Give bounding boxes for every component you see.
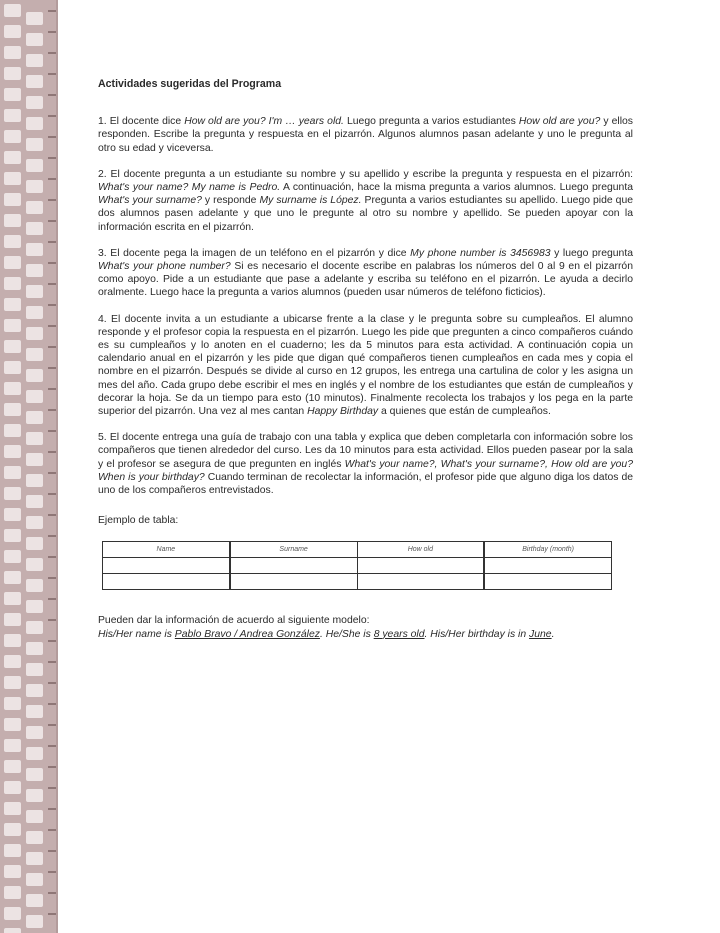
perforation-hole <box>4 718 21 731</box>
strip-tick <box>48 115 56 117</box>
perforation-hole <box>26 348 43 361</box>
perforation-hole <box>26 222 43 235</box>
strip-tick <box>48 766 56 768</box>
perforation-hole <box>26 579 43 592</box>
perforation-hole <box>26 96 43 109</box>
text-segment: y ellos responden. Escribe la pregunta y respuesta en el pizarrón. Algunos alumnos pasan adelante y uno le pregunta al otro su edad y viceversa. <box>98 116 633 154</box>
strip-tick <box>48 220 56 222</box>
perforation-hole <box>4 550 21 563</box>
perforation-hole <box>4 487 21 500</box>
perforation-hole <box>26 642 43 655</box>
strip-tick <box>48 577 56 579</box>
strip-tick <box>48 598 56 600</box>
table-row <box>103 574 612 590</box>
italic-text: Pablo Bravo / Andrea González <box>174 628 320 640</box>
italic-text: His/Her name is <box>98 628 175 640</box>
closing-model-sentence <box>98 628 633 641</box>
perforation-hole <box>26 180 43 193</box>
perforation-hole <box>4 403 21 416</box>
closing-section <box>98 614 633 640</box>
text-segment: Si es necesario el docente escribe en palabras los números del 0 al 9 en el pizarrón como apoyo. Pide a un estudiante que pase a adelante y escriba su teléfono en el pizarrón. Le ayuda a decirlo oralmente. Luego hace la pregunta a varios alumnos (pueden usar números de teléfono ficticios). <box>98 261 633 299</box>
perforation-hole <box>4 634 21 647</box>
italic-text: How old are you? <box>518 116 601 128</box>
table-row <box>103 558 612 574</box>
strip-tick <box>48 73 56 75</box>
strip-tick <box>48 556 56 558</box>
table-header-row <box>103 542 612 558</box>
perforation-hole <box>4 109 21 122</box>
perforation-hole <box>4 760 21 773</box>
strip-tick <box>48 388 56 390</box>
text-segment: Pregunta a varios estudiantes su apellido. Luego pide que dos alumnos pasen adelante y que uno le pregunte al otro su nombre y apellido. Se pueden apoyar con la información escrita en el pizarrón. <box>98 195 634 233</box>
perforation-hole <box>26 159 43 172</box>
perforation-hole <box>4 781 21 794</box>
strip-tick <box>48 451 56 453</box>
perforation-hole <box>26 537 43 550</box>
strip-tick <box>48 262 56 264</box>
italic-text: How old are you? I'm … years old. <box>184 116 344 128</box>
strip-tick <box>48 472 56 474</box>
perforation-hole <box>4 382 21 395</box>
strip-tick <box>48 619 56 621</box>
page-title: Actividades sugeridas del Programa <box>98 78 282 90</box>
perforation-hole <box>4 319 21 332</box>
strip-tick <box>48 535 56 537</box>
perforation-hole <box>4 340 21 353</box>
perforation-hole <box>4 676 21 689</box>
strip-tick <box>48 430 56 432</box>
activity-paragraph <box>98 115 633 155</box>
italic-text: . He/She is <box>319 628 374 640</box>
perforation-hole <box>26 54 43 67</box>
table-cell <box>230 574 357 590</box>
table-header-surname: Surname <box>230 542 357 558</box>
strip-tick <box>48 703 56 705</box>
perforation-hole <box>4 4 21 17</box>
perforation-hole <box>4 88 21 101</box>
perforation-hole <box>26 327 43 340</box>
perforation-hole <box>26 432 43 445</box>
strip-tick <box>48 682 56 684</box>
table-cell <box>484 574 611 590</box>
perforation-hole <box>26 894 43 907</box>
perforation-hole <box>4 823 21 836</box>
strip-tick <box>48 283 56 285</box>
activity-paragraph <box>98 431 633 497</box>
activity-paragraph <box>98 313 633 419</box>
strip-tick <box>48 52 56 54</box>
text-segment: Luego pregunta a varios estudiantes <box>343 116 519 128</box>
perforation-hole <box>4 907 21 920</box>
perforation-hole <box>26 453 43 466</box>
strip-tick <box>48 871 56 873</box>
perforation-hole <box>26 516 43 529</box>
perforation-hole <box>4 151 21 164</box>
perforation-hole <box>4 466 21 479</box>
text-segment: 2. El docente pregunta a un estudiante su nombre y su apellido y escribe la pregunta y respuesta en el pizarrón: <box>98 168 633 180</box>
perforation-hole <box>26 411 43 424</box>
italic-text: 8 years old <box>373 628 425 640</box>
perforation-hole <box>4 25 21 38</box>
text-segment: y luego pregunta <box>550 247 633 259</box>
strip-tick <box>48 199 56 201</box>
perforation-hole <box>26 663 43 676</box>
decorative-spiral-strip <box>0 0 58 933</box>
perforation-hole <box>26 600 43 613</box>
perforation-hole <box>4 445 21 458</box>
text-segment: y responde <box>201 195 260 207</box>
perforation-hole <box>4 571 21 584</box>
perforation-hole <box>4 802 21 815</box>
perforation-hole <box>26 12 43 25</box>
activity-paragraph <box>98 247 633 300</box>
perforation-pattern <box>0 0 56 933</box>
perforation-hole <box>26 726 43 739</box>
table-cell <box>357 558 484 574</box>
strip-tick <box>48 31 56 33</box>
activity-paragraph <box>98 168 633 234</box>
table-cell <box>103 558 230 574</box>
perforation-hole <box>4 865 21 878</box>
strip-tick <box>48 787 56 789</box>
text-segment: 5. El docente entrega una guía de trabajo con una tabla y explica que deben completarla con información sobre los compañeros que tienen alrededor del curso. Les da 10 minutos para esta actividad. Ellos pueden pasear por la sala y el profesor se asegura de que pregunten en inglés <box>98 432 633 470</box>
perforation-hole <box>26 243 43 256</box>
text-segment: 1. El docente dice <box>98 116 185 128</box>
closing-intro: Pueden dar la información de acuerdo al siguiente modelo: <box>98 615 370 627</box>
perforation-hole <box>26 621 43 634</box>
strip-tick <box>48 892 56 894</box>
perforation-hole <box>26 768 43 781</box>
perforation-hole <box>4 697 21 710</box>
activities-list <box>98 115 633 497</box>
table-cell <box>357 574 484 590</box>
text-segment: 4. El docente invita a un estudiante a ubicarse frente a la clase y le pregunta sobre su cumpleaños. El alumno responde y el profesor copia la respuesta en el pizarrón. Luego les pide que pregunten a cinco compañeros cuándo es su cumpleaños y lo anoten en el cuaderno; les da 5 minutos para esta actividad. A continuación copia un calendario anual en el pizarrón y les pide que digan qué compañeros tienen cumpleaños en cada mes y copia el nombre en el pizarrón. Después se divide al curso en 12 grupos, les entrega una cartulina de color y les asigna un mes del año. Cada grupo debe escribir el mes en inglés y el nombre de los estudiantes que están de cumpleaños y decorar la hoja. Se da un tiempo para esto (10 minutos). Finalmente recolecta los trabajos y los pega en la parte superior del pizarrón. Una vez al mes cantan <box>98 313 633 418</box>
strip-tick <box>48 157 56 159</box>
perforation-hole <box>4 172 21 185</box>
strip-tick <box>48 409 56 411</box>
perforation-hole <box>4 613 21 626</box>
strip-tick <box>48 745 56 747</box>
perforation-hole <box>26 747 43 760</box>
strip-tick <box>48 136 56 138</box>
table-cell <box>484 558 611 574</box>
italic-text: My surname is López. <box>259 195 362 207</box>
perforation-hole <box>26 369 43 382</box>
strip-tick <box>48 640 56 642</box>
perforation-hole <box>26 306 43 319</box>
perforation-hole <box>4 739 21 752</box>
perforation-hole <box>4 46 21 59</box>
perforation-hole <box>4 235 21 248</box>
strip-tick <box>48 661 56 663</box>
perforation-hole <box>4 67 21 80</box>
perforation-hole <box>26 75 43 88</box>
italic-text: . His/Her birthday is in <box>424 628 530 640</box>
strip-tick <box>48 367 56 369</box>
text-segment: 3. El docente pega la imagen de un teléfono en el pizarrón y dice <box>98 247 411 259</box>
italic-text: June <box>529 628 552 640</box>
perforation-hole <box>26 285 43 298</box>
perforation-hole <box>4 361 21 374</box>
perforation-hole <box>4 424 21 437</box>
strip-tick <box>48 10 56 12</box>
italic-text: What's your phone number? <box>98 261 231 273</box>
perforation-hole <box>4 193 21 206</box>
table-cell <box>230 558 357 574</box>
text-segment: Cuando terminan de recolectar la información, el profesor pide que alguno diga los datos de uno de los compañeros entrevistados. <box>98 471 634 497</box>
strip-tick <box>48 913 56 915</box>
perforation-hole <box>26 33 43 46</box>
perforation-hole <box>4 214 21 227</box>
text-segment: A continuación, hace la misma pregunta a varios alumnos. Luego pregunta <box>280 182 634 194</box>
perforation-hole <box>26 201 43 214</box>
text-segment: a quienes que están de cumpleaños. <box>378 406 551 418</box>
perforation-hole <box>26 390 43 403</box>
strip-tick <box>48 346 56 348</box>
perforation-hole <box>4 655 21 668</box>
perforation-hole <box>26 138 43 151</box>
perforation-hole <box>4 592 21 605</box>
perforation-hole <box>4 130 21 143</box>
table-header-birthday: Birthday (month) <box>484 542 611 558</box>
table-header-age: How old <box>357 542 484 558</box>
example-table <box>102 541 612 590</box>
strip-tick <box>48 178 56 180</box>
perforation-hole <box>26 684 43 697</box>
example-label: Ejemplo de tabla: <box>98 515 179 527</box>
perforation-hole <box>26 474 43 487</box>
strip-tick <box>48 325 56 327</box>
perforation-hole <box>4 886 21 899</box>
table-cell <box>103 574 230 590</box>
perforation-hole <box>26 915 43 928</box>
strip-tick <box>48 724 56 726</box>
strip-tick <box>48 241 56 243</box>
italic-text: What's your name? My name is Pedro. <box>98 182 281 194</box>
perforation-hole <box>26 558 43 571</box>
perforation-hole <box>26 705 43 718</box>
perforation-hole <box>4 844 21 857</box>
perforation-hole <box>26 117 43 130</box>
perforation-hole <box>26 495 43 508</box>
perforation-hole <box>26 789 43 802</box>
perforation-hole <box>4 277 21 290</box>
perforation-hole <box>4 928 21 933</box>
perforation-hole <box>4 256 21 269</box>
perforation-hole <box>4 298 21 311</box>
document-page <box>98 78 633 641</box>
perforation-hole <box>26 810 43 823</box>
table-header-name: Name <box>103 542 230 558</box>
strip-tick <box>48 493 56 495</box>
perforation-hole <box>26 831 43 844</box>
strip-tick <box>48 808 56 810</box>
perforation-hole <box>26 852 43 865</box>
perforation-hole <box>4 508 21 521</box>
italic-text: What's your name?, What's your surname?, How old are you? When is your birthday? <box>98 458 633 483</box>
strip-tick <box>48 850 56 852</box>
strip-tick <box>48 514 56 516</box>
perforation-hole <box>26 264 43 277</box>
strip-tick <box>48 304 56 306</box>
strip-tick <box>48 829 56 831</box>
italic-text: Happy Birthday <box>307 406 379 418</box>
italic-text: What's your surname? <box>98 195 202 207</box>
italic-text: My phone number is 3456983 <box>410 247 551 259</box>
strip-tick <box>48 94 56 96</box>
perforation-hole <box>4 529 21 542</box>
italic-text: . <box>551 628 555 640</box>
perforation-hole <box>26 873 43 886</box>
